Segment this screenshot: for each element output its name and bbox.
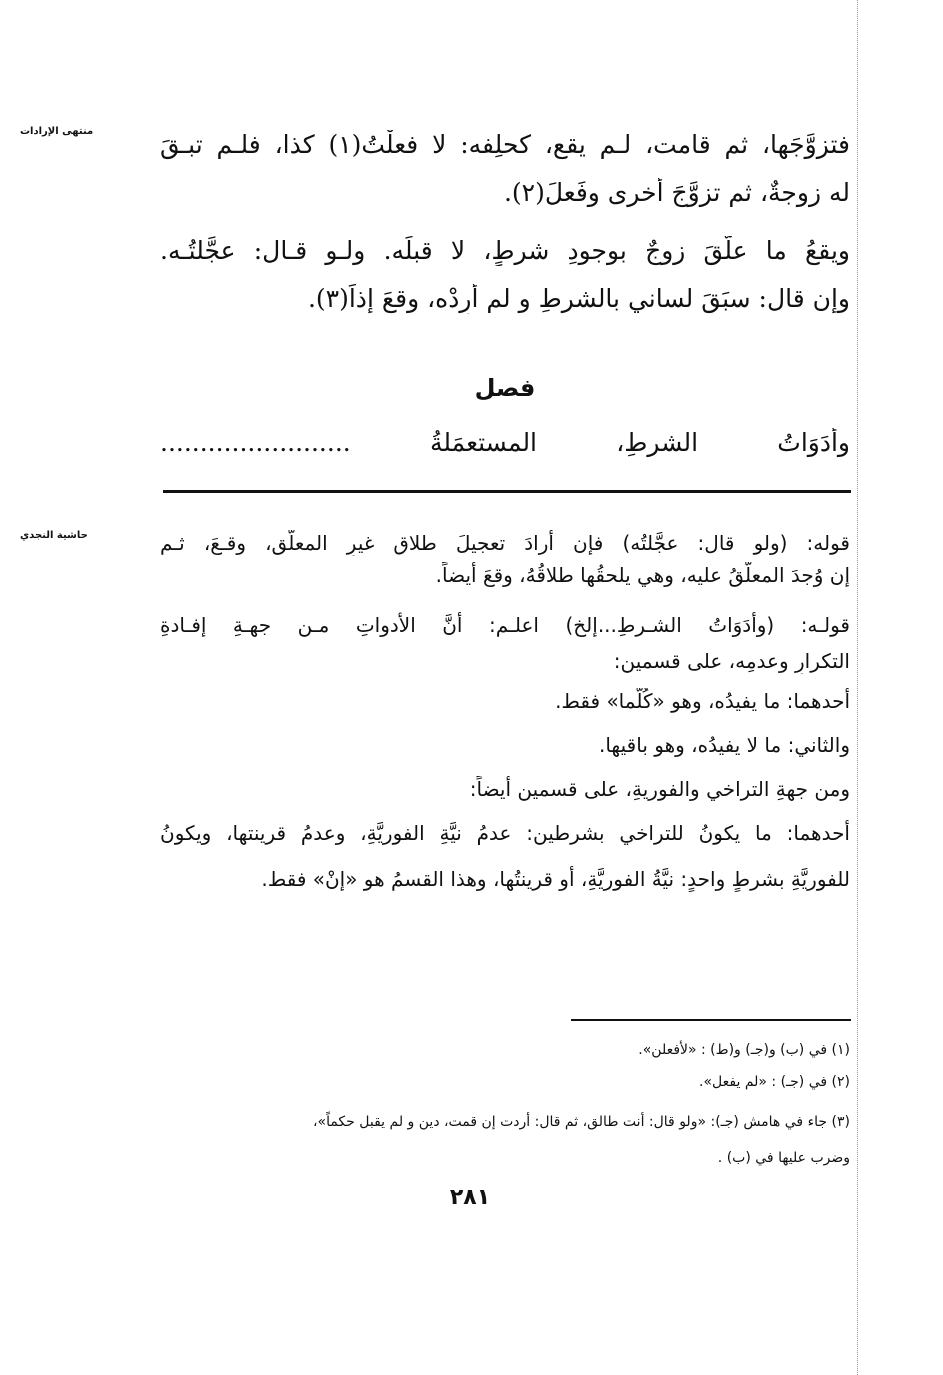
footnote-2: (٢) في (جـ) : «لم يفعل».	[699, 1074, 850, 1090]
main-line-2: له زوجةٌ، ثم تزوَّجَ أخرى وفَعلَ(٢).	[503, 178, 850, 207]
footnote-1: (١) في (ب) و(جـ) و(ط) : «لأفعلن».	[638, 1042, 850, 1058]
footnote-rule	[571, 1019, 851, 1021]
main-line-3: ويقعُ ما علَّقَ زوجٌ بوجودِ شرطٍ، لا قبلَه. ولـو قـال: عجَّلتُـه.	[160, 236, 850, 265]
margin-label-main: منتهى الإرادات	[20, 126, 94, 137]
main-line-1: فتزوَّجَها، ثم قامت، لـم يقع، كحلِفه: لا فعلْتُ(١) كذا، فلـم تبـقَ	[160, 130, 850, 159]
commentary-line-9: للفوريَّةِ بشرطٍ واحدٍ: نيَّةُ الفوريَّةِ، أو قرينتُها، وهذا القسمُ هو «إنْ» فقط.	[261, 867, 850, 891]
page-number: ٢٨١	[449, 1185, 491, 1210]
commentary-line-1: قوله: (ولو قال: عجَّلتُه) فإن أرادَ تعجيلَ طلاق غيرِ المعلَّق، وقـعَ، ثـم	[160, 531, 850, 555]
commentary-line-6: والثاني: ما لا يفيدُه، وهو باقيها.	[598, 733, 850, 757]
commentary-line-8: أحدهما: ما يكونُ للتراخي بشرطين: عدمُ نيَّةِ الفوريَّةِ، وعدمُ قرينتها، ويكونُ	[160, 821, 850, 845]
main-line-4: وإن قال: سبَقَ لساني بالشرطِ و لم أُرِدْه، وقعَ إذاً(٣).	[307, 284, 850, 313]
commentary-line-5: أحدهما: ما يفيدُه، وهو «كُلَّما» فقط.	[555, 689, 850, 713]
main-text	[160, 130, 850, 314]
commentary-line-7: ومن جهةِ التراخي والفوريةِ، على قسمينِ أيضاً:	[469, 777, 850, 801]
footnote-3-continued: وضرب عليها في (ب) .	[717, 1150, 850, 1166]
commentary-line-3: قولـه: (وأدَوَاتُ الشـرطِ...إلخ) اعلـم: أنَّ الأدواتِ مـن جهـةِ إفـادةِ	[160, 613, 850, 637]
commentary-text	[160, 530, 850, 892]
section-line-block	[160, 428, 850, 458]
footnote-3: (٣) جاء في هامش (جـ): «ولو قال: أنت طالق، ثم قال: أردت إن قمت، دين و لم يقبل حكماً»،	[312, 1114, 850, 1130]
section-heading: فصل	[474, 374, 536, 402]
commentary-line-2: إن وُجدَ المعلَّقُ عليه، وهي يلحقُها طلاقُهُ، وقعَ أيضاً.	[435, 563, 850, 587]
margin-label-commentary: حاشية النجدي	[20, 530, 88, 541]
page-edge-dotted-line	[857, 0, 858, 1375]
separator-rule	[163, 490, 851, 493]
commentary-line-4: التكرارِ وعدمِه، على قسمينِ:	[613, 649, 850, 673]
section-line: وأدَوَاتُ الشرطِ، المستعمَلةُ ........................	[160, 428, 850, 457]
